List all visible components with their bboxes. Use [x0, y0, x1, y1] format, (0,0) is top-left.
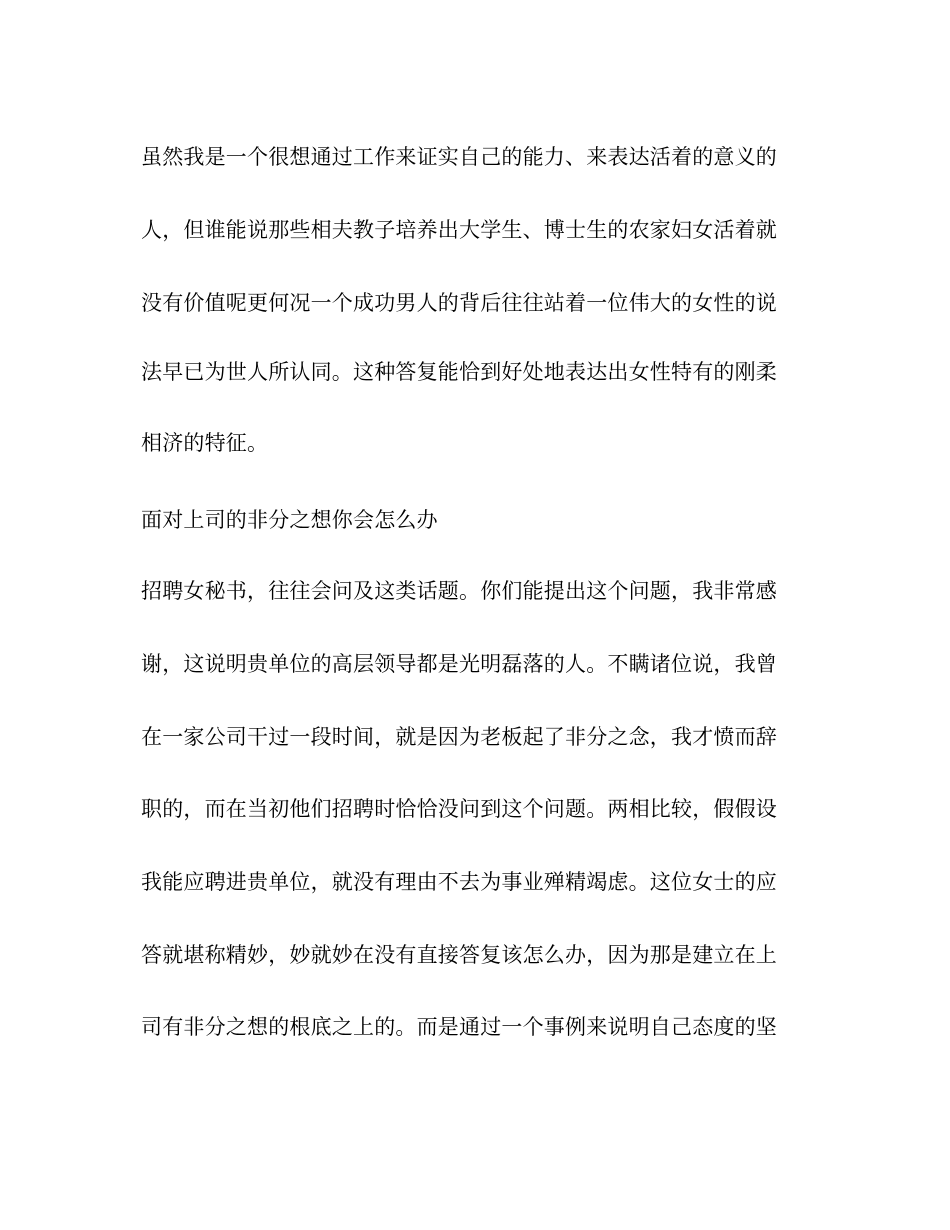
- text-line: 相济的特征。: [141, 431, 269, 455]
- text-line: 人，但谁能说那些相夫教子培养出大学生、博士生的农家妇女活着就: [141, 218, 777, 242]
- text-line: 司有非分之想的根底之上的。而是通过一个事例来说明自己态度的坚: [141, 1015, 777, 1039]
- text-line: 虽然我是一个很想通过工作来证实自己的能力、来表达活着的意义的: [141, 145, 777, 169]
- text-line: 招聘女秘书，往往会问及这类话题。你们能提出这个问题，我非常感: [141, 579, 777, 603]
- text-line: 法早已为世人所认同。这种答复能恰到好处地表达出女性特有的刚柔: [141, 360, 777, 384]
- text-line: 职的，而在当初他们招聘时恰恰没问到这个问题。两相比较，假假设: [141, 797, 777, 821]
- text-line: 谢，这说明贵单位的高层领导都是光明磊落的人。不瞒诸位说，我曾: [141, 652, 777, 676]
- text-line: 我能应聘进贵单位，就没有理由不去为事业殚精竭虑。这位女士的应: [141, 870, 777, 894]
- section-heading: 面对上司的非分之想你会怎么办: [141, 508, 438, 532]
- text-line: 没有价值呢更何况一个成功男人的背后往往站着一位伟大的女性的说: [141, 291, 777, 315]
- text-line: 答就堪称精妙，妙就妙在没有直接答复该怎么办，因为那是建立在上: [141, 943, 777, 967]
- text-line: 在一家公司干过一段时间，就是因为老板起了非分之念，我才愤而辞: [141, 725, 777, 749]
